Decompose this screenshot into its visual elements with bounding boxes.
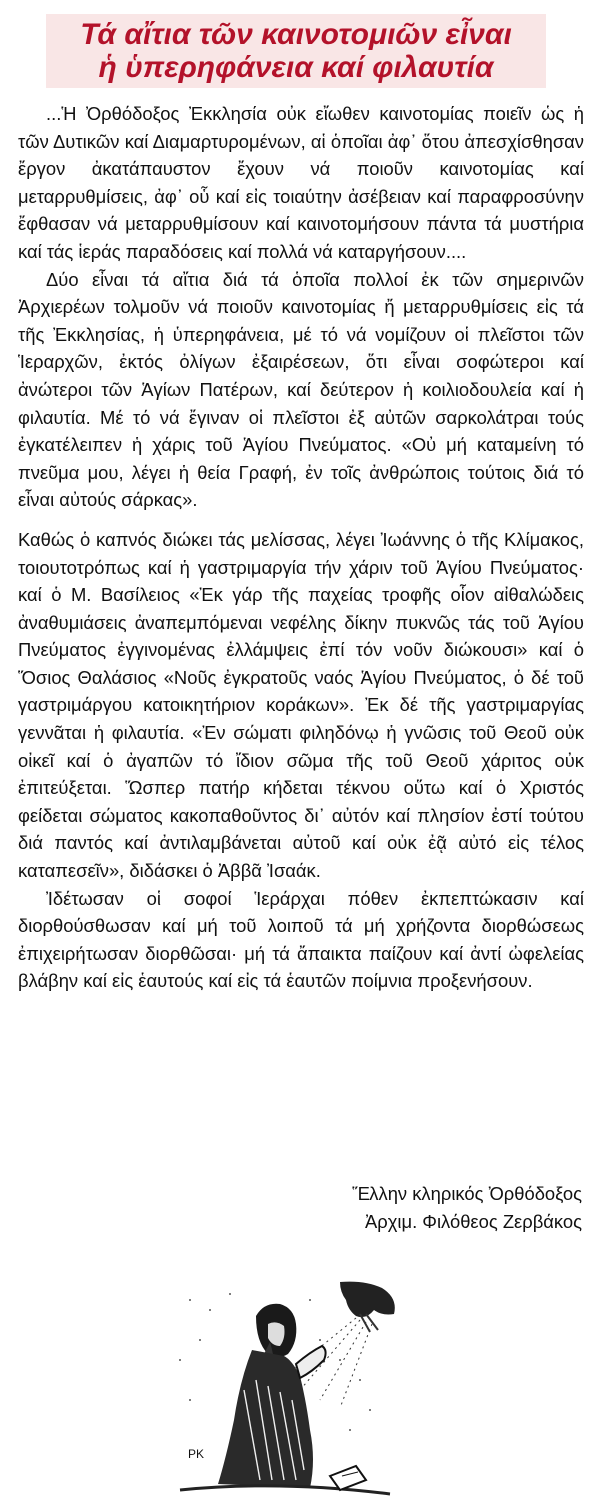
- signature-line-2: Ἀρχιμ. Φιλόθεος Ζερβάκος: [365, 1211, 582, 1232]
- title-line-2: ἡ ὑπερηφάνεια καί φιλαυτία: [98, 51, 494, 84]
- author-signature: [352, 1180, 582, 1236]
- paragraph-3: Καθώς ὁ καπνός διώκει τάς μελίσσας, λέγει Ἰωάννης ὁ τῆς Κλίμακος, τοιουτοτρόπως καί ἡ γαστριμαργία τήν χάριν τοῦ Ἁγίου Πνεύματος· καί ὁ Μ. Βασίλειος «Ἐκ γάρ τῆς παχείας τροφῆς οἷον αἰθαλώδεις ἀναθυμιάσεις ἀναπεμπόμεναι νεφέλης δίκην πυκνῶς τάς τοῦ Ἁγίου Πνεύματος ἐγγινομένας ἐλλάμψεις ἐπί τόν νοῦν διώκουσι» καί ὁ Ὅσιος Θαλάσιος «Νοῦς ἐγκρατοῦς ναός Ἁγίου Πνεύματος, ὁ δέ τοῦ γαστριμάργου κατοικητήριον κοράκων». Ἐκ δέ τῆς γαστριμαργίας γεννᾶται ἡ φιλαυτία. «Ἐν σώματι φιληδόνῳ ἡ γνῶσις τοῦ Θεοῦ οὐκ οἰκεῖ καί ὁ ἀγαπῶν τό ἴδιον σῶμα τῆς τοῦ Θεοῦ χάριτος οὐκ ἐπιτεύξεται. Ὥσπερ πατήρ κήδεται τέκνου οὕτω καί ὁ Χριστός φείδεται σώματος κακοπαθοῦντος δι᾽ αὐτόν καί πλησίον ἐστί τούτου διά παντός καί ἀντιλαμβάνεται αὐτοῦ καί οὐκ ἐᾷ αὐτό εἰς τέλος καταπεσεῖν», διδάσκει ὁ Ἀββᾶ Ἰσαάκ.: [18, 528, 584, 882]
- paragraph-1: ...Ἡ Ὀρθόδοξος Ἐκκλησία οὐκ εἴωθεν καινοτομίας ποιεῖν ὡς ἡ τῶν Δυτικῶν καί Διαμαρτυρομένων, αἱ ὁποῖαι ἀφ᾽ ὅτου ἀπεσχίσθησαν ἔργον ἀκατάπαυστον ἔχουν νά ποιοῦν καινοτομίας καί μεταρρυθμίσεις, ἀφ᾽ οὗ καί εἰς τοιαύτην ἀσέβειαν καί παραφροσύνην ἔφθασαν νά μεταρρυθμίσουν καί καινοτομήσουν πάντα τά μυστήρια καί τάς ἱεράς παραδόσεις καί πολλά νά καταργήσουν....: [18, 103, 584, 262]
- title-line-1: Τά αἴτια τῶν καινοτομιῶν εἶναι: [80, 18, 512, 51]
- paragraph-4: Ἰδέτωσαν οἱ σοφοί Ἱεράρχαι πόθεν ἐκπεπτώκασιν καί διορθούσθωσαν καί μή τοῦ λοιποῦ τά μή χρήζοντα διορθώσεως ἐπιχειρήτωσαν διορθῶσαι· μή τά ἄπαικτα παίζουν καί ἀντί ὠφελείας βλάβην καί εἰς ἑαυτούς καί εἰς τά ἑαυτῶν ποίμνια προξενήσουν.: [18, 887, 584, 992]
- paragraph-2: Δύο εἶναι τά αἴτια διά τά ὁποῖα πολλοί ἐκ τῶν σημερινῶν Ἀρχιερέων τολμοῦν νά ποιοῦν καινοτομίας ἤ μεταρρυθμίσεις εἰς τά τῆς Ἐκκλησίας, ἡ ὑπερηφάνεια, μέ τό νά νομίζουν οἱ πλεῖστοι τῶν Ἱεραρχῶν, ἐκτός ὀλίγων ἐξαιρέσεων, ὅτι εἶναι σοφώτεροι καί ἀνώτεροι τῶν Ἁγίων Πατέρων, καί δεύτερον ἡ κοιλιοδουλεία καί ἡ φιλαυτία. Μέ τό νά ἔγιναν οἱ πλεῖστοι ἐξ αὐτῶν σαρκολάτραι τούς ἐγκατέλειπεν ἡ χάρις τοῦ Ἁγίου Πνεύματος. «Οὐ μή καταμείνη τό πνεῦμα μου, λέγει ἡ θεία Γραφή, ἐν τοῖς ἀνθρώποις τούτοις διά τό εἶναι αὐτούς σάρκας».: [18, 268, 584, 511]
- praying-monk-woodcut-icon: [160, 1280, 400, 1502]
- article-title: [46, 14, 546, 88]
- article-body: [18, 100, 584, 995]
- signature-line-1: Ἕλλην κληρικός Ὀρθόδοξος: [352, 1183, 582, 1204]
- illustration-initials: PK: [188, 1447, 205, 1461]
